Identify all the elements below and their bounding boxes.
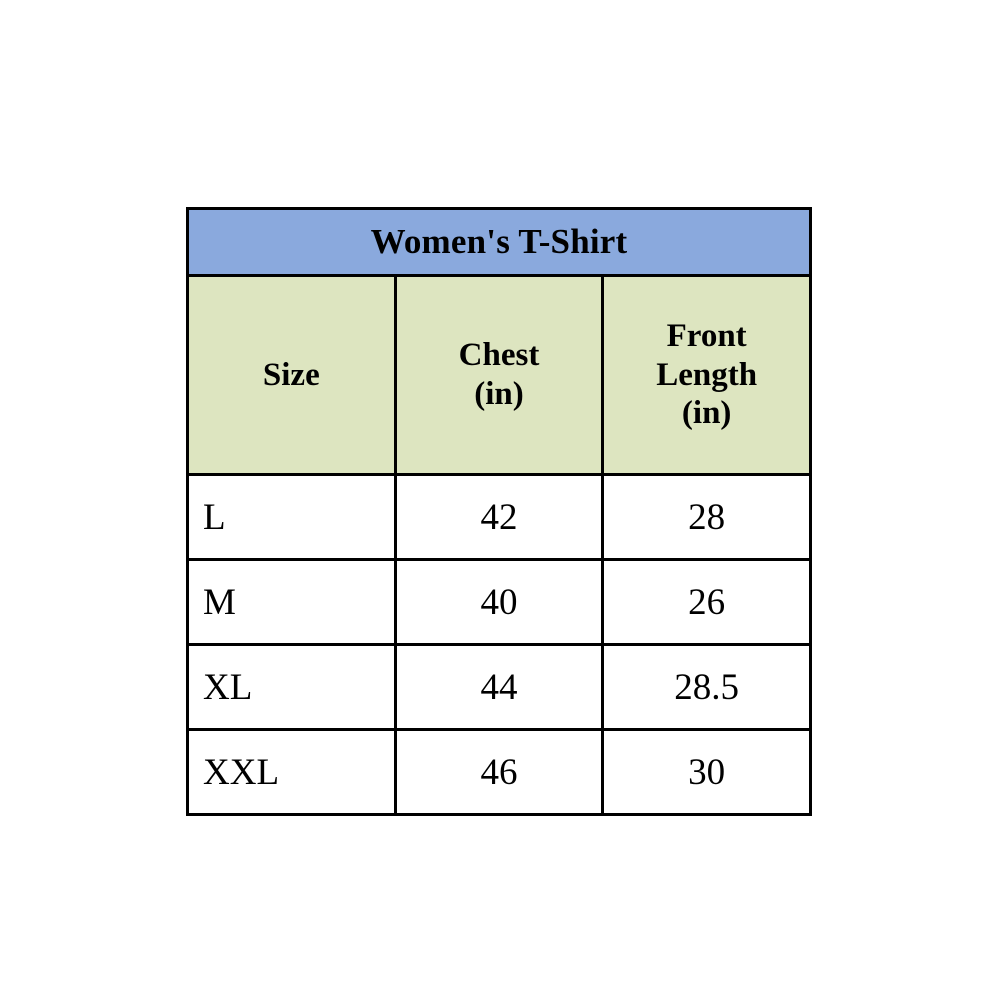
table-row — [188, 560, 811, 645]
column-header-front-line2: Length — [656, 356, 758, 393]
column-header-chest — [395, 276, 603, 475]
cell-chest: 42 — [395, 475, 603, 560]
cell-front-length: 30 — [603, 730, 811, 815]
cell-front-length: 26 — [603, 560, 811, 645]
cell-front-length: 28.5 — [603, 645, 811, 730]
cell-chest: 44 — [395, 645, 603, 730]
table-header-row — [188, 276, 811, 475]
table-row — [188, 730, 811, 815]
column-header-front-line1: Front — [666, 317, 747, 354]
column-header-front-line3: (in) — [681, 395, 732, 432]
cell-chest: 40 — [395, 560, 603, 645]
table-title: Women's T-Shirt — [188, 209, 811, 276]
cell-size: M — [188, 560, 396, 645]
table-row — [188, 475, 811, 560]
cell-size: XL — [188, 645, 396, 730]
cell-size: XXL — [188, 730, 396, 815]
cell-size: L — [188, 475, 396, 560]
cell-front-length: 28 — [603, 475, 811, 560]
column-header-size: Size — [188, 276, 396, 475]
table-row — [188, 645, 811, 730]
cell-chest: 46 — [395, 730, 603, 815]
column-header-chest-line1: Chest — [458, 337, 540, 374]
size-chart-table — [186, 207, 812, 816]
column-header-chest-line2: (in) — [474, 376, 524, 412]
column-header-front-length — [603, 276, 811, 475]
table-title-row — [188, 209, 811, 276]
